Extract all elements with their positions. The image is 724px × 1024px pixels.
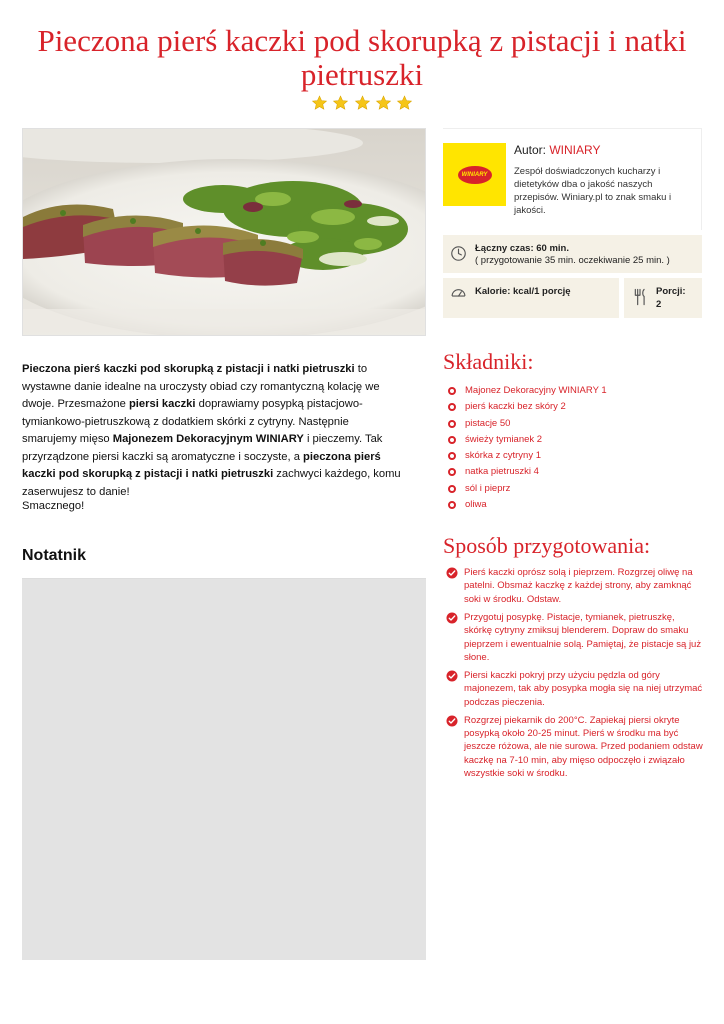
gauge-icon xyxy=(450,284,467,301)
ingredient-label: skórka z cytryny 1 xyxy=(465,450,542,462)
star-icon xyxy=(375,95,392,111)
notes-heading: Notatnik xyxy=(22,547,86,564)
ingredient-label: pistacje 50 xyxy=(465,417,511,429)
author-name-link[interactable]: WINIARY xyxy=(549,143,601,157)
notes-area[interactable] xyxy=(22,578,426,960)
desc-text: to wystawne danie idealne na uroczysty obiad czy romantyczną kolację we dwoje. Przesmażone xyxy=(22,363,380,410)
ingredient-item xyxy=(448,432,607,448)
check-circle-icon xyxy=(446,567,458,579)
closing-text: Smacznego! xyxy=(22,500,85,512)
star-icon xyxy=(396,95,413,111)
ingredient-item xyxy=(448,383,607,399)
ingredient-item xyxy=(448,399,607,415)
desc-text: doprawiamy posypką pistacjowo-tymiankowo-pietruszkową z dodatkiem skórki z cytryny. Następnie smarujemy mięso xyxy=(22,398,363,445)
ingredient-label: oliwa xyxy=(465,499,487,511)
step-text: Rozgrzej piekarnik do 200°C. Zapiekaj piersi okryte posypką około 20-25 minut. Pierś w środku ma być jeszcze różowa, ale nie surowa. Przed podaniem odstaw kaczkę na 7-10 min, aby mięso odpoczęło i związało wszystkie soki w środku. xyxy=(464,714,703,780)
clock-icon xyxy=(450,245,467,262)
preparation-heading: Sposób przygotowania: xyxy=(443,533,651,558)
check-circle-icon xyxy=(446,715,458,727)
step-text: Pierś kaczki oprósz solą i pieprzem. Rozgrzej oliwę na patelni. Obsmaż kaczkę z każdej strony, aby zamknąć soki w środku. Odstaw. xyxy=(464,567,693,605)
calories-label: Kalorie: kcal/1 porcję xyxy=(475,286,571,297)
portions-label xyxy=(656,285,696,311)
portions-title: Porcji: xyxy=(656,286,686,297)
step-item xyxy=(446,566,704,606)
step-text: Przygotuj posypkę. Pistacje, tymianek, pietruszkę, skórkę cytryny zmiksuj blenderem. Dopraw do smaku pieprzem i ewentualnie solą. Pamiętaj, że pistacje są już słone. xyxy=(464,611,702,663)
ingredients-heading: Składniki: xyxy=(443,349,534,374)
cutlery-icon xyxy=(633,288,647,306)
step-item xyxy=(446,714,704,781)
desc-bold-duck: piersi kaczki xyxy=(128,398,196,410)
desc-bold-title: Pieczona pierś kaczki pod skorupką z pistacji i natki pietruszki xyxy=(22,363,355,375)
desc-bold-mayo: Majonezem Dekoracyjnym WINIARY xyxy=(112,433,304,445)
check-circle-icon xyxy=(446,612,458,624)
bullet-circle-icon xyxy=(448,501,456,509)
ingredient-item xyxy=(448,497,607,513)
author-line xyxy=(514,143,600,157)
duck-breast-dish-photo-icon xyxy=(23,129,426,336)
recipe-description xyxy=(22,361,404,501)
ingredient-item xyxy=(448,416,607,432)
step-text: Piersi kaczki pokryj przy użyciu pędzla od góry majonezem, tak aby posypka mogła się na niej utrzymać podczas pieczenia. xyxy=(464,669,703,708)
author-label: Autor: xyxy=(514,143,547,157)
ingredient-label: pierś kaczki bez skóry 2 xyxy=(465,401,566,413)
preparation-steps xyxy=(446,566,704,785)
star-icon xyxy=(354,95,371,111)
bullet-circle-icon xyxy=(448,485,456,493)
calories-box xyxy=(443,278,619,318)
ingredient-item xyxy=(448,464,607,480)
bullet-circle-icon xyxy=(448,436,456,444)
ingredient-item xyxy=(448,448,607,464)
star-icon xyxy=(311,95,328,111)
recipe-title: Pieczona pierś kaczki pod skorupką z pistacji i natki pietruszki xyxy=(37,23,687,92)
recipe-photo xyxy=(22,128,426,336)
desc-text: zachwyci każdego, komu zaserwujesz to danie! xyxy=(22,468,401,498)
step-item xyxy=(446,611,704,665)
bullet-circle-icon xyxy=(448,387,456,395)
portions-value: 2 xyxy=(656,299,662,310)
author-box xyxy=(443,128,702,230)
ingredient-label: sól i pieprz xyxy=(465,482,511,494)
ingredient-label: świeży tymianek 2 xyxy=(465,433,543,445)
bullet-circle-icon xyxy=(448,452,456,460)
desc-text: i pieczemy. Tak przyrządzone piersi kaczki są aromatyczne i soczyste, a xyxy=(22,433,383,463)
star-icon xyxy=(332,95,349,111)
time-breakdown: ( przygotowanie 35 min. oczekiwanie 25 min. ) xyxy=(475,255,670,266)
author-description: Zespół doświadczonych kucharzy i dietetyków dba o jakość naszych przepisów. Winiary.pl to znak smaku i jakości. xyxy=(514,166,672,216)
bullet-circle-icon xyxy=(448,403,456,411)
ingredients-list xyxy=(448,383,607,513)
winiary-logo-mark: WINIARY xyxy=(458,166,492,184)
desc-bold-dish: pieczona pierś kaczki pod skorupką z pistacji i natki pietruszki xyxy=(22,450,381,480)
total-time-box xyxy=(443,235,702,273)
ingredient-item xyxy=(448,481,607,497)
ingredient-label: natka pietruszki 4 xyxy=(465,466,539,478)
bullet-circle-icon xyxy=(448,468,456,476)
winiary-logo[interactable] xyxy=(443,143,506,206)
portions-box xyxy=(624,278,702,318)
ingredient-label: Majonez Dekoracyjny WINIARY 1 xyxy=(465,385,607,396)
rating-stars xyxy=(0,95,724,113)
bullet-circle-icon xyxy=(448,420,456,428)
check-circle-icon xyxy=(446,670,458,682)
step-item xyxy=(446,669,704,709)
total-time-label: Łączny czas: 60 min. xyxy=(475,243,569,254)
